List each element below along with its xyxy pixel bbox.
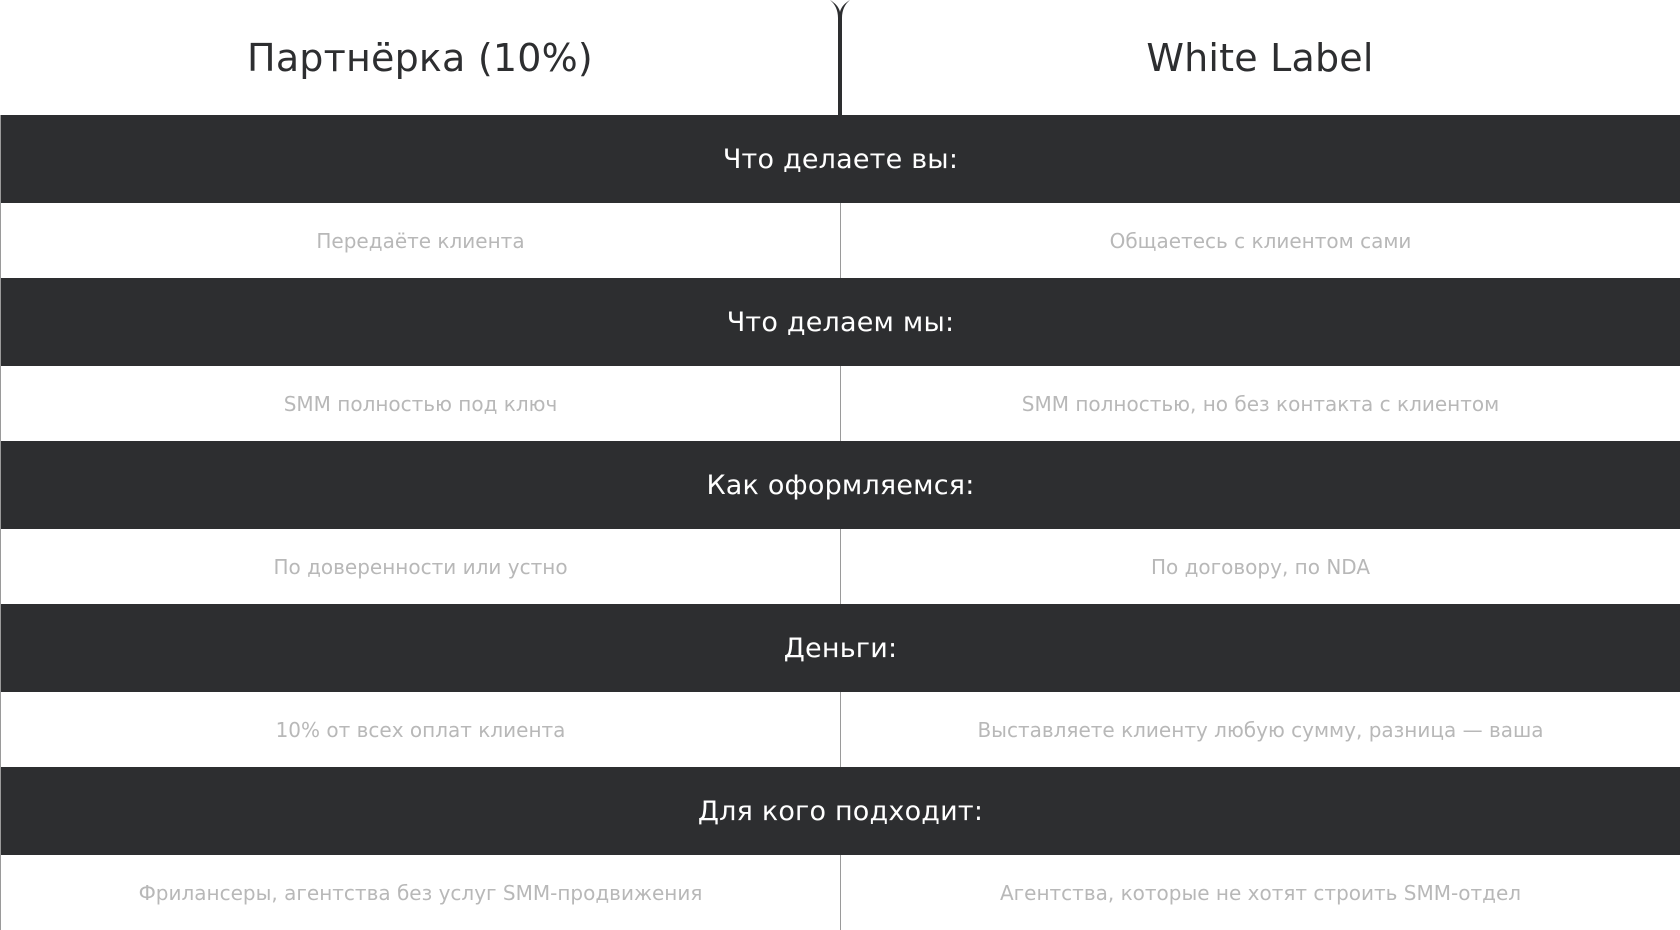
comparison-header bbox=[0, 0, 1680, 115]
cell-partnership: SMM полностью под ключ bbox=[1, 366, 841, 441]
cell-partnership: По доверенности или устно bbox=[1, 529, 841, 604]
section-header-what-you-do: Что делаете вы: bbox=[1, 115, 1680, 203]
table-row bbox=[1, 855, 1680, 930]
cell-partnership: 10% от всех оплат клиента bbox=[1, 692, 841, 767]
section-header-what-we-do: Что делаем мы: bbox=[1, 278, 1680, 366]
table-row bbox=[1, 366, 1680, 441]
cell-partnership: Фрилансеры, агентства без услуг SMM-продвижения bbox=[1, 855, 841, 930]
table-row bbox=[1, 692, 1680, 767]
cell-white-label: Общаетесь с клиентом сами bbox=[1109, 228, 1412, 253]
cell-white-label: SMM полностью, но без контакта с клиентом bbox=[1021, 391, 1500, 416]
comparison-table bbox=[0, 115, 1680, 930]
cell-white-label: По договору, по NDA bbox=[1150, 554, 1371, 579]
cell-white-label: Агентства, которые не хотят строить SMM-отдел bbox=[999, 880, 1522, 905]
section-header-how-we-formalize: Как оформляемся: bbox=[1, 441, 1680, 529]
section-header-money: Деньги: bbox=[1, 604, 1680, 692]
cell-white-label: Выставляете клиенту любую сумму, разница — ваша bbox=[977, 717, 1544, 742]
column-title-white-label: White Label bbox=[1146, 35, 1374, 80]
column-title-partnership: Партнёрка (10%) bbox=[247, 35, 593, 80]
cell-partnership: Передаёте клиента bbox=[1, 203, 841, 278]
table-row bbox=[1, 529, 1680, 604]
table-row bbox=[1, 203, 1680, 278]
section-header-who-it-suits: Для кого подходит: bbox=[1, 767, 1680, 855]
divider-ornament bbox=[828, 0, 852, 115]
